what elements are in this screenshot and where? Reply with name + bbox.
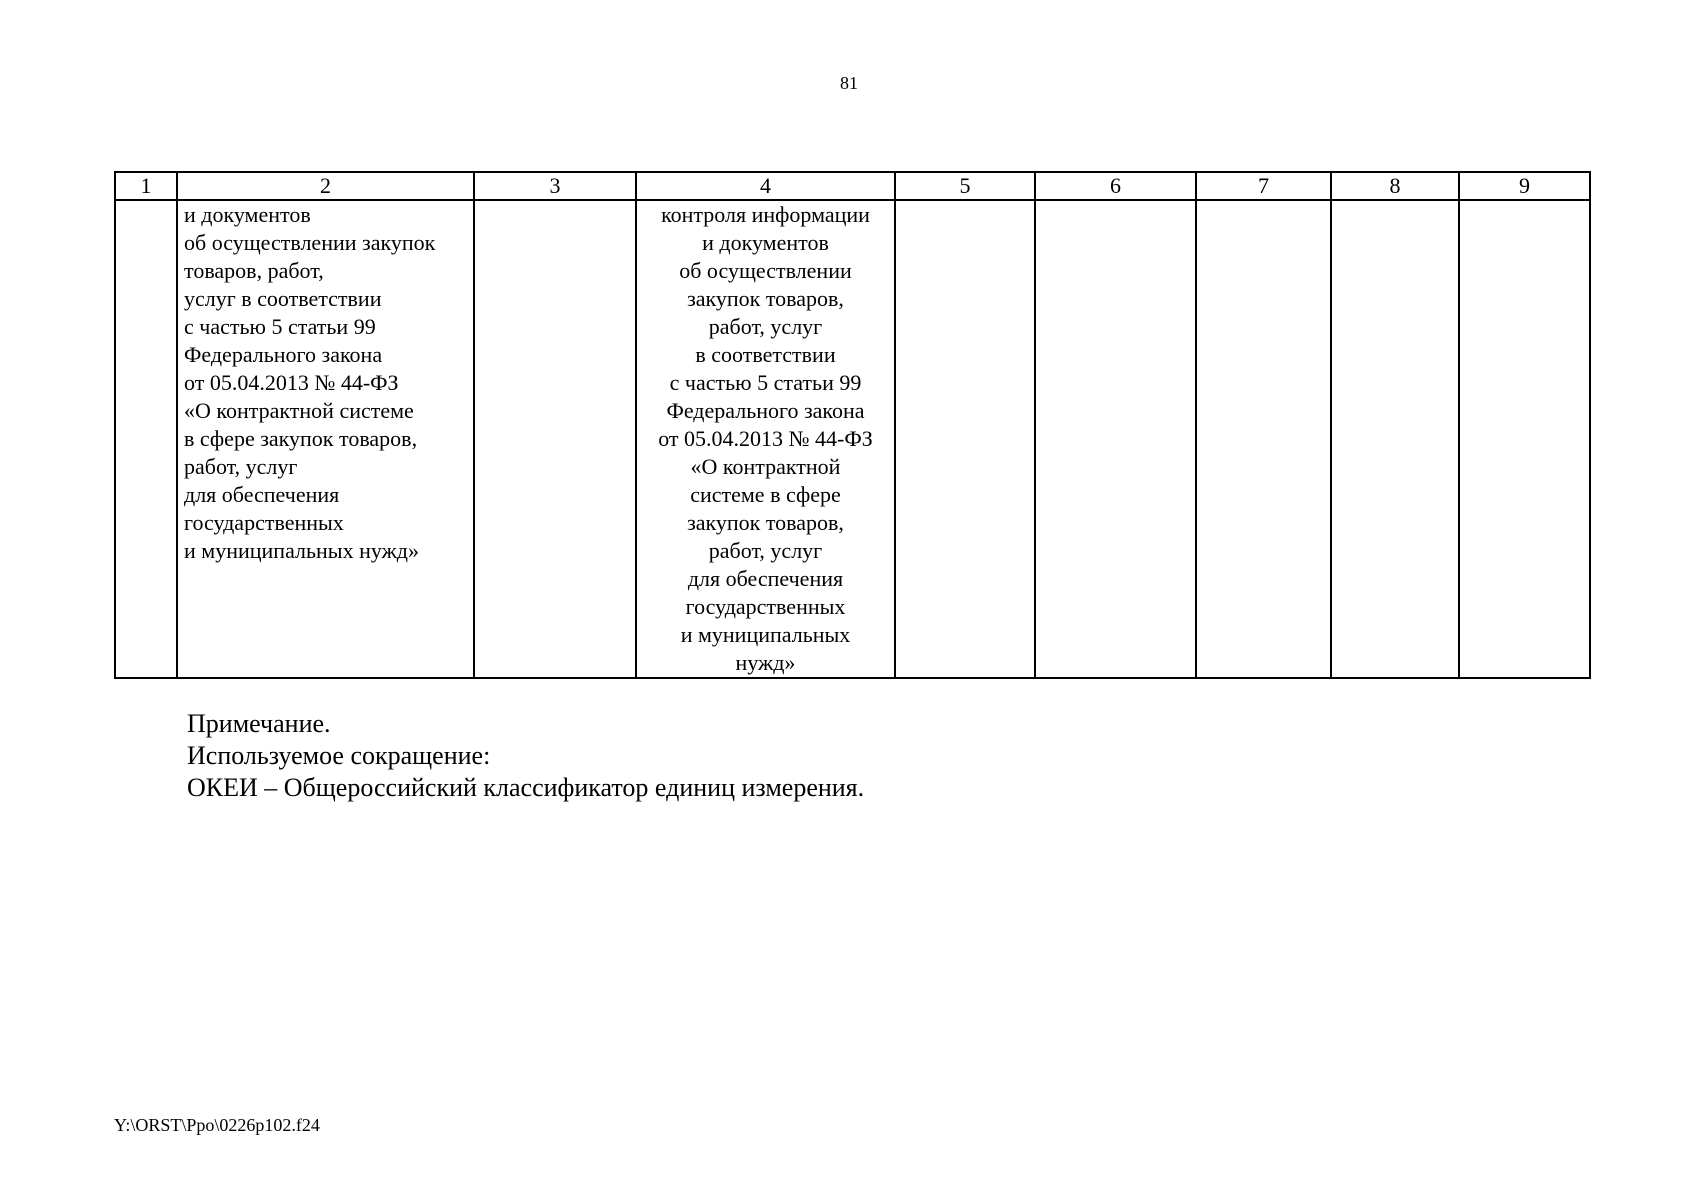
cell-col-4-line: закупок товаров, bbox=[687, 286, 844, 311]
cell-col-4-line: от 05.04.2013 № 44-ФЗ bbox=[658, 426, 873, 451]
column-header-1: 1 bbox=[115, 172, 177, 200]
cell-col-2-line: от 05.04.2013 № 44-ФЗ bbox=[184, 370, 399, 395]
cell-col-4-line: закупок товаров, bbox=[687, 510, 844, 535]
column-header-7: 7 bbox=[1196, 172, 1331, 200]
cell-col-4-line: работ, услуг bbox=[708, 314, 823, 339]
cell-col-2-line: товаров, работ, bbox=[184, 258, 324, 283]
cell-col-2-line: и документов bbox=[184, 202, 311, 227]
cell-col-4-line: и муниципальных bbox=[680, 622, 851, 647]
footer-file-path: Y:\ORST\Ppo\0226p102.f24 bbox=[114, 1115, 320, 1135]
cell-col-4 bbox=[636, 200, 895, 678]
cell-col-2-line: для обеспечения bbox=[184, 482, 340, 507]
cell-col-2-line: работ, услуг bbox=[184, 454, 298, 479]
column-header-4: 4 bbox=[636, 172, 895, 200]
cell-col-3 bbox=[474, 200, 636, 678]
cell-col-2-line: и муниципальных нужд» bbox=[184, 538, 419, 563]
table-header-row bbox=[115, 172, 1590, 200]
cell-col-4-line: с частью 5 статьи 99 bbox=[669, 370, 862, 395]
cell-col-4-line: в соответствии bbox=[695, 342, 836, 367]
note-block bbox=[187, 708, 864, 804]
cell-col-4-line: нужд» bbox=[735, 650, 796, 675]
column-header-3: 3 bbox=[474, 172, 636, 200]
cell-col-4-line: и документов bbox=[702, 230, 829, 255]
cell-col-5 bbox=[895, 200, 1035, 678]
column-header-9: 9 bbox=[1459, 172, 1590, 200]
cell-col-2-line: «О контрактной системе bbox=[184, 398, 414, 423]
cell-col-4-line: контроля информации bbox=[661, 202, 870, 227]
cell-col-2-line: с частью 5 статьи 99 bbox=[184, 314, 376, 339]
cell-col-9 bbox=[1459, 200, 1590, 678]
cell-col-1 bbox=[115, 200, 177, 678]
cell-col-8 bbox=[1331, 200, 1459, 678]
cell-col-6 bbox=[1035, 200, 1196, 678]
cell-col-2-line: государственных bbox=[184, 510, 344, 535]
column-header-5: 5 bbox=[895, 172, 1035, 200]
column-header-2: 2 bbox=[177, 172, 474, 200]
table-row bbox=[115, 200, 1590, 678]
cell-col-4-line: работ, услуг bbox=[708, 538, 823, 563]
cell-col-7 bbox=[1196, 200, 1331, 678]
document-table bbox=[114, 171, 1591, 679]
column-header-6: 6 bbox=[1035, 172, 1196, 200]
cell-col-4-line: системе в сфере bbox=[690, 482, 841, 507]
cell-col-2-line: об осуществлении закупок bbox=[184, 230, 436, 255]
cell-col-2 bbox=[177, 200, 474, 678]
cell-col-2-line: Федерального закона bbox=[184, 342, 383, 367]
note-subtitle: Используемое сокращение: bbox=[187, 741, 491, 770]
column-header-8: 8 bbox=[1331, 172, 1459, 200]
note-title: Примечание. bbox=[187, 709, 331, 738]
cell-col-2-line: в сфере закупок товаров, bbox=[184, 426, 418, 451]
cell-col-4-line: об осуществлении bbox=[679, 258, 852, 283]
cell-col-4-line: Федерального закона bbox=[666, 398, 865, 423]
note-abbreviation: ОКЕИ – Общероссийский классификатор единиц измерения. bbox=[187, 773, 865, 802]
cell-col-4-line: для обеспечения bbox=[687, 566, 844, 591]
page-number: 81 bbox=[840, 73, 858, 93]
cell-col-4-line: государственных bbox=[685, 594, 846, 619]
cell-col-4-line: «О контрактной bbox=[690, 454, 841, 479]
cell-col-2-line: услуг в соответствии bbox=[184, 286, 382, 311]
